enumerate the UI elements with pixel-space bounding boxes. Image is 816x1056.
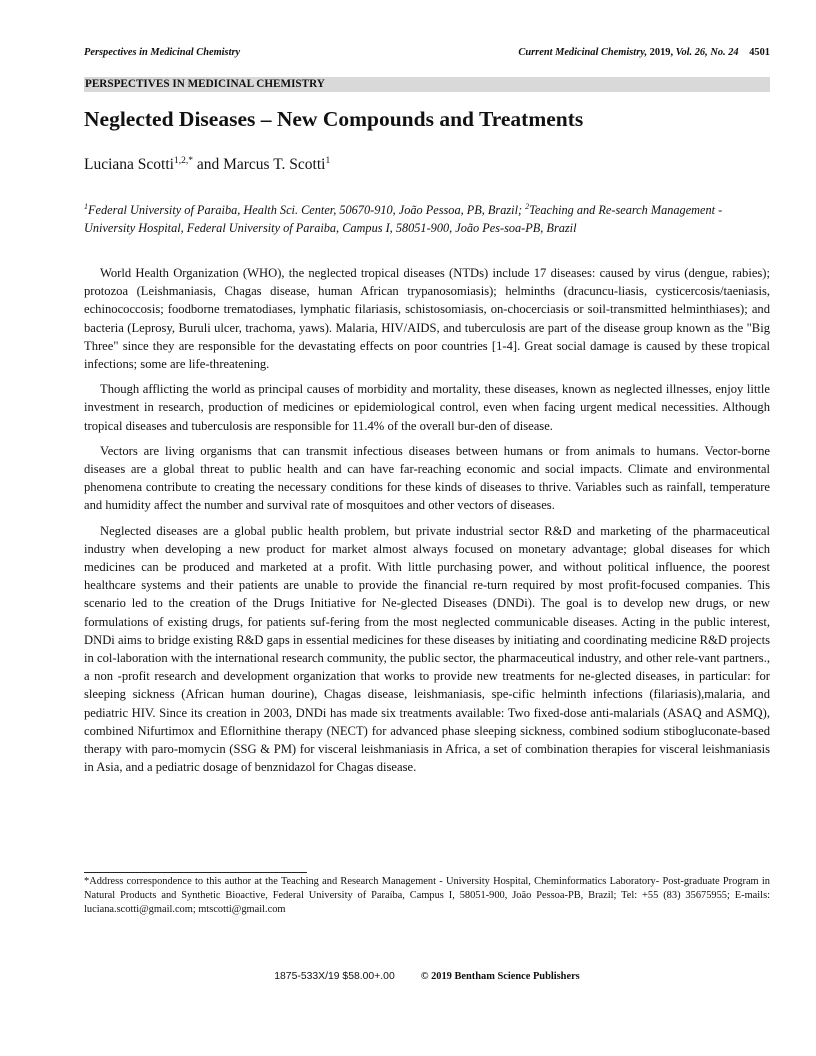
author-list [84, 155, 330, 175]
publisher-line [84, 971, 770, 982]
affiliation-text: Federal University of Paraiba, Health Sci. Center, 50670-910, João Pessoa, PB, Brazil; [88, 203, 526, 217]
copyright: © 2019 Bentham Science Publishers [420, 971, 580, 982]
author-joiner: and [192, 156, 224, 173]
author-affiliation-marker: 1 [325, 156, 331, 166]
author-name: Luciana Scotti [84, 156, 174, 173]
article-body [84, 264, 770, 783]
affiliations [84, 201, 734, 237]
author-affiliation-marker: 1,2,* [173, 156, 193, 166]
page-number: 4501 [749, 47, 770, 58]
journal-year: 2019, [649, 47, 674, 58]
section-label-bar: PERSPECTIVES IN MEDICINAL CHEMISTRY [84, 77, 770, 92]
footnote-divider [84, 872, 307, 873]
body-paragraph: Though afflicting the world as principal causes of morbidity and mortality, these diseases, known as neglected illnesses, enjoy little investment in research, production of medicines or epidemiological control, even when facing urgent medical necessities. Although tropical diseases and tuberculosis are responsible for 11.4% of the overall bur-den of disease. [84, 382, 770, 433]
affiliation-text: Teaching and Re-search Management - University Hospital, Federal University of Paraiba, Campus I, 58051-900, João Pes-soa-PB, Brazil [84, 203, 723, 235]
running-head-section: Perspectives in Medicinal Chemistry [84, 47, 241, 58]
correspondence-footnote: *Address correspondence to this author at the Teaching and Research Management - University Hospital, Cheminformatics Laboratory- Post-graduate Program in Natural Products and Synthetic Bioactive, Federal University of Paraíba, Campus I, 58051-900, João Pessoa-PB, Brazil; Tel: +55 (83) 35675955; E-mails: luciana.scotti@gmail.com; mtscotti@gmail.com [84, 876, 770, 915]
article-title: Neglected Diseases – New Compounds and Treatments [84, 107, 584, 131]
journal-volume-issue: Vol. 26, No. 24 [675, 47, 739, 58]
author-name: Marcus T. Scotti [223, 156, 326, 173]
body-paragraph: Neglected diseases are a global public health problem, but private industrial sector R&D and marketing of the pharmaceutical industry when developing a new product for market almost always focused on monetary advantage; global diseases for which medicines can be produced and marketed at a profit. With little purchasing power, and without political influence, the poorest healthcare systems and their patients are unable to provide the financial re-turn required by most profit-focused companies. This scenario led to the creation of the Drugs Initiative for Ne-glected Diseases (DNDi). The goal is to develop new drugs, or new formulations of existing drugs, for patients suf-fering from the most neglected communicable diseases. Acting in the public interest, DNDi aims to bridge existing R&D gaps in essential medicines for these diseases by initiating and coordinating medicine R&D projects in col-laboration with the international research community, the public sector, the pharmaceutical industry, and other rele-vant partners., a non -profit research and development organization that works to provide new treatments for ne-glected diseases, in particular: for sleeping sickness (African human dourine), Chagas disease, leishmaniasis, spe-cific helminth infections (filariasis),malaria, and pediatric HIV. Since its creation in 2003, DNDi has made six treatments available: Two fixed-dose anti-malarials (ASAQ and ASMQ), combined Nifurtimox and Eflornithine therapy (NECT) for advanced phase sleeping sickness, combined sodium stibogluconate-based therapy with paro-momycin (SSG & PM) for visceral leishmaniasis in Africa, a set of combination therapies for visceral leishmaniasis in Asia, and a pediatric dosage of benznidazol for Chagas disease. [84, 523, 770, 775]
running-head [84, 47, 770, 61]
issn-price: 1875-533X/19 $58.00+.00 [274, 971, 395, 982]
body-paragraph: World Health Organization (WHO), the neglected tropical diseases (NTDs) include 17 diseases: caused by virus (dengue, rabies); protozoa (Leishmaniasis, Chagas disease, human African trypanosomiasis); helminths (dracuncu-liasis, cysticercosis/taeniasis, echinococcosis; foodborne trematodiases, lymphatic filariasis, schistosomiasis, on-chocerciasis or soil-transmitted helminthiases); and bacteria (Leprosy, Buruli ulcer, trachoma, yaws). Malaria, HIV/AIDS, and tuberculosis are part of the disease group known as the "Big Three" since they are responsible for the devastating effects on poor countries [1-4]. Great social damage is caused by these tropical infections; some are life-threatening. [84, 266, 770, 372]
body-paragraph: Vectors are living organisms that can transmit infectious diseases between humans or from animals to humans. Vector-borne diseases are a global threat to public health and can have far-reaching economic and social impacts. Climate and environmental phenomena contribute to creating the necessary conditions for these kinds of diseases to thrive. Variables such as rainfall, temperature and humidity affect the number and survival rate of mosquitoes and other vectors of diseases. [84, 443, 770, 513]
running-head-citation [518, 47, 770, 58]
affiliation-marker: 2 [525, 202, 530, 211]
affiliation-marker: 1 [84, 202, 88, 211]
journal-name: Current Medicinal Chemistry, [518, 47, 648, 58]
